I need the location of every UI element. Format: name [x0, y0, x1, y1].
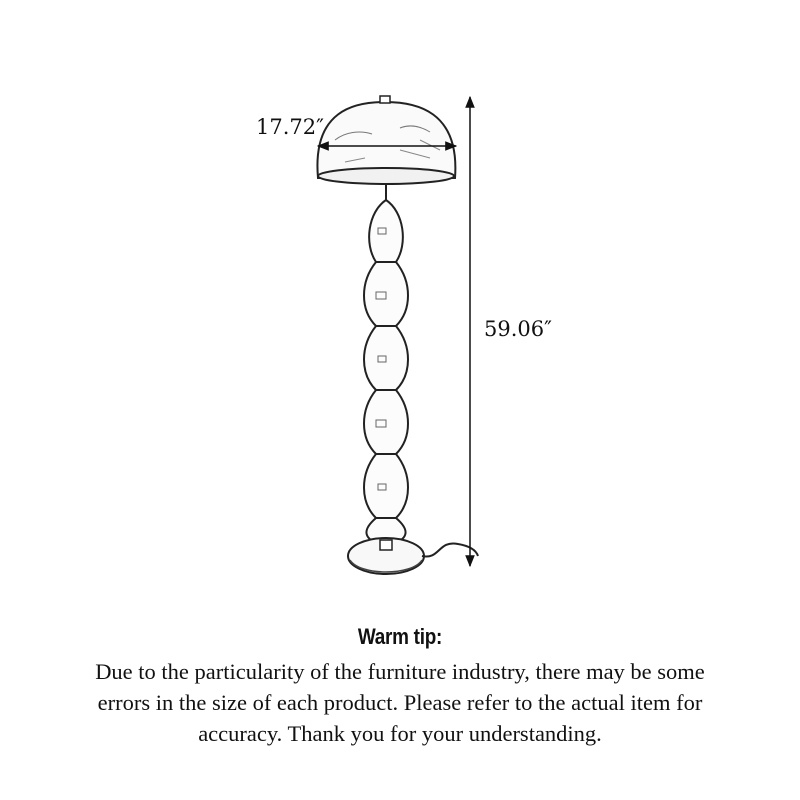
- tip-title: Warm tip:: [357, 624, 443, 649]
- width-label: 17.72″: [256, 115, 324, 139]
- lamp-column: [364, 200, 408, 544]
- warm-tip: [0, 624, 800, 749]
- tip-line: Due to the particularity of the furniture industry, there may be some: [95, 659, 705, 684]
- lamp-shade: [317, 96, 455, 184]
- tip-body: [20, 656, 780, 749]
- height-label: 59.06″: [484, 317, 552, 341]
- tip-line: errors in the size of each product. Please refer to the actual item for: [97, 690, 703, 715]
- tip-line: accuracy. Thank you for your understanding.: [198, 721, 602, 746]
- lamp-base: [348, 538, 424, 574]
